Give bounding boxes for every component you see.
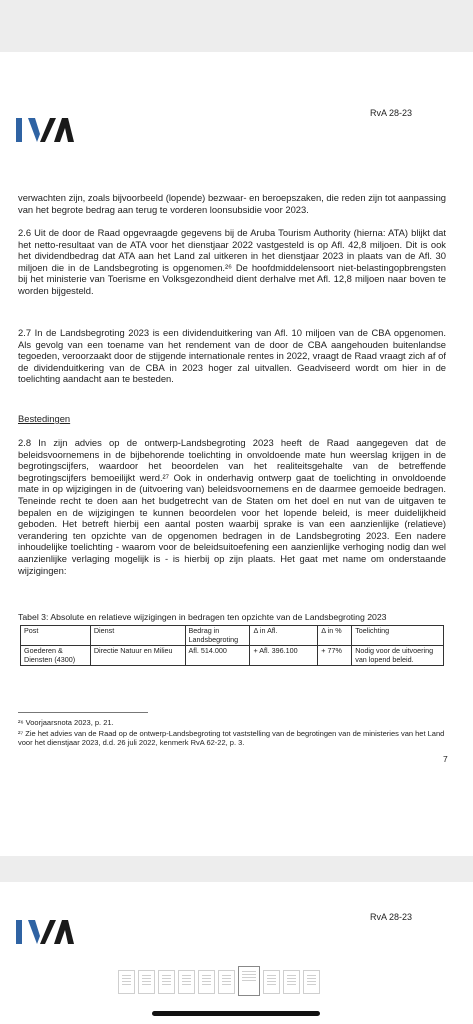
page-thumbnail-strip[interactable] — [118, 970, 320, 996]
footnote-divider — [18, 712, 148, 713]
header-delta-afl: Δ in Afl. — [250, 626, 318, 646]
page-thumbnail[interactable] — [158, 970, 175, 994]
cell-toelichting: Nodig voor de uitvoering van lopend beleid. — [352, 646, 444, 666]
page-thumbnail[interactable] — [263, 970, 280, 994]
document-reference: RvA 28-23 — [370, 912, 413, 922]
page-thumbnail[interactable] — [303, 970, 320, 994]
header-post: Post — [21, 626, 91, 646]
cell-dienst: Directie Natuur en Milieu — [90, 646, 185, 666]
table-header-row — [21, 626, 444, 646]
intro-paragraph: verwachten zijn, zoals bijvoorbeeld (lopende) bezwaar- en beroepszaken, die reden zijn tot aanpassing van het begrote bedrag aan terug te vorderen loonsubsidie voor 2023. — [18, 192, 446, 215]
page-thumbnail[interactable] — [138, 970, 155, 994]
footnote-26: ²⁶ Voorjaarsnota 2023, p. 21. — [18, 718, 114, 727]
page-thumbnail[interactable] — [198, 970, 215, 994]
table-caption: Tabel 3: Absolute en relatieve wijzigingen in bedragen ten opzichte van de Landsbegroting 2023 — [18, 612, 387, 622]
header-delta-pct: Δ in % — [318, 626, 352, 646]
paragraph-2-7: 2.7 In de Landsbegroting 2023 is een dividenduitkering van Afl. 10 miljoen van de CBA opgenomen. Als gevolg van een toename van het rendement van de door de CBA aangehouden buitenlandse tegoeden, veroorzaakt door de stijgende internationale rentes in 2022, vraagt de Raad vraagt zich af of de dividenduitkering van de CBA in 2023 hoger zal uitvallen. Geadviseerd wordt om hier in de toelichting aandacht aan te besteden. — [18, 327, 446, 385]
footnote-27: ²⁷ Zie het advies van de Raad op de ontwerp-Landsbegroting tot vaststelling van de begrotingen van de ministeries van het Land voor het dienstjaar 2023, d.d. 26 juli 2022, kenmerk RvA 62-22, p. 3. — [18, 729, 445, 748]
header-toelichting: Toelichting — [352, 626, 444, 646]
page-number: 7 — [443, 754, 448, 764]
paragraph-2-6: 2.6 Uit de door de Raad opgevraagde gegevens bij de Aruba Tourism Authority (hierna: ATA) blijkt dat het netto-resultaat van de ATA voor het dienstjaar 2022 vastgesteld is op Afl. 42,8 miljoen. Dit is ook het dividendbedrag dat ATA aan het Land zal uitkeren in het dienstjaar 2023 in plaats van de Afl. 30 miljoen die in de Landsbegroting is opgenomen.²⁶ De hoofdmiddelensoort niet-belastingopbrengsten bij het ministerie van Toerisme en Volksgezondheid dient derhalve met Afl. 12,8 miljoen naar boven te worden bijgesteld. — [18, 227, 446, 296]
cell-delta-pct: + 77% — [318, 646, 352, 666]
cell-delta-afl: + Afl. 396.100 — [250, 646, 318, 666]
paragraph-2-8: 2.8 In zijn advies op de ontwerp-Landsbegroting 2023 heeft de Raad aangegeven dat de beleidsvoornemens in de bijbehorende toelichting in onvoldoende mate hun weerslag krijgen in de begrotingscijfers, waardoor het beoordelen van het realiteitsgehalte van de betreffende begrotingscijfers bemoeilijkt werd.²⁷ Ook in onderhavig ontwerp gaat de toelichting in onvoldoende mate in op wijzigingen in de (uitvoering van) beleidsvoornemens en de daarmee gemoeide bedragen. Teneinde recht te doen aan het budgetrecht van de Staten om het doel en nut van de uitgaven te bepalen en de wijzigingen te kunnen beoordelen voor het lopende beleid, is meer duidelijkheid geboden. Het betreft hierbij een aantal posten waarbij sprake is van een aanzienlijke (relatieve) verandering ten opzichte van de opgenomen bedragen in de Landsbegroting 2023. Een nadere inhoudelijke toelichting - waarom voor de beleidsuitoefening een aanzienlijke verhoging nodig dan wel aanzienlijke verlaging mogelijk is - is hierbij op zijn plaats. Het gaat met name om onderstaande wijzigingen: — [18, 437, 446, 576]
document-reference: RvA 28-23 — [370, 108, 413, 118]
cell-bedrag: Afl. 514.000 — [185, 646, 250, 666]
page-thumbnail[interactable] — [283, 970, 300, 994]
raad-van-advies-logo — [16, 916, 76, 946]
raad-van-advies-logo — [16, 114, 76, 144]
header-bedrag: Bedrag in Landsbegroting — [185, 626, 250, 646]
page-thumbnail[interactable] — [118, 970, 135, 994]
changes-table — [20, 625, 444, 666]
page-thumbnail[interactable] — [178, 970, 195, 994]
document-page-8-preview — [0, 882, 473, 1024]
page-thumbnail[interactable] — [218, 970, 235, 994]
home-indicator[interactable] — [152, 1011, 320, 1016]
page-thumbnail-selected[interactable] — [238, 966, 260, 996]
document-page-7 — [0, 52, 473, 856]
header-dienst: Dienst — [90, 626, 185, 646]
cell-post: Goederen & Diensten (4300) — [21, 646, 91, 666]
section-heading-bestedingen: Bestedingen — [18, 413, 71, 424]
table-row — [21, 646, 444, 666]
